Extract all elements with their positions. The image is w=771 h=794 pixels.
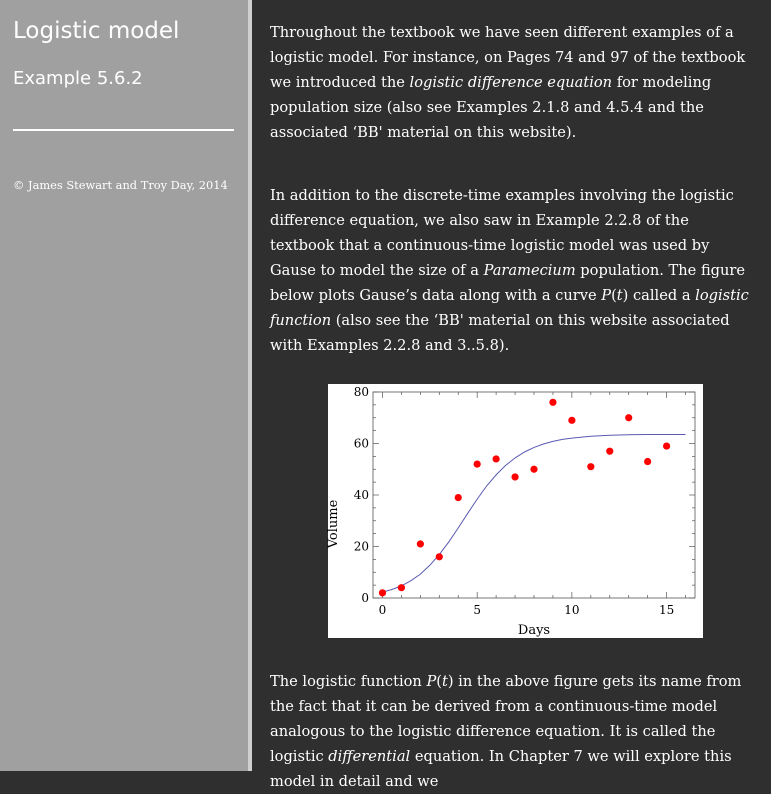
page-title: Logistic model [13, 18, 180, 44]
data-point [417, 540, 424, 547]
sidebar [0, 0, 248, 771]
data-point [436, 553, 443, 560]
x-tick-label: 0 [378, 603, 387, 617]
italic-text: t [441, 673, 448, 690]
data-point [606, 448, 613, 455]
italic-text: logistic function [270, 287, 749, 329]
data-point [511, 473, 518, 480]
main-content [270, 20, 754, 794]
x-tick-label: 15 [658, 603, 675, 617]
text-run: ( [436, 673, 442, 690]
text-run: ) called a [622, 287, 696, 304]
text-run: Throughout the textbook we have seen different examples of a logistic model. For instance, on Pages 74 and 97 of the textbook we introduced the [270, 24, 746, 91]
data-point [398, 584, 405, 591]
text-run: (also see the ‘BB' material on this website associated with Examples 2.2.8 and 3..5.8). [270, 312, 730, 354]
data-point [455, 494, 462, 501]
italic-text: P [426, 673, 437, 690]
copyright-notice: © James Stewart and Troy Day, 2014 [13, 178, 228, 192]
data-point [379, 589, 386, 596]
italic-text: logistic difference equation [409, 74, 613, 91]
y-tick-label: 0 [361, 591, 369, 605]
y-axis-label: Volume [326, 499, 341, 549]
x-tick-label: 5 [473, 603, 481, 617]
data-point [568, 417, 575, 424]
data-point [474, 461, 481, 468]
paragraph-gause [270, 183, 754, 358]
text-run: The logistic function [270, 673, 427, 690]
data-point [493, 455, 500, 462]
y-tick-label: 80 [353, 385, 369, 399]
italic-text: t [616, 287, 623, 304]
italic-text: P [601, 287, 612, 304]
y-tick-label: 20 [353, 539, 369, 554]
data-point [663, 442, 670, 449]
data-point [587, 463, 594, 470]
sidebar-border [248, 0, 252, 771]
sidebar-divider [13, 129, 234, 131]
data-point [644, 458, 651, 465]
text-run: ) in the above figure gets its name from the fact that it can be derived from a continuous-time model analogous to the logistic difference equation. It is called the logistic [270, 673, 742, 765]
x-tick-label: 10 [564, 603, 580, 617]
italic-text: differential [328, 748, 411, 765]
italic-text: Paramecium [483, 262, 576, 279]
text-run: population. The figure below plots Gause’s data along with a curve [270, 262, 746, 304]
x-axis-label: Days [517, 623, 551, 638]
text-run: equation. In Chapter 7 we will explore this model in detail and we [270, 748, 732, 790]
logistic-curve [383, 435, 686, 593]
page-subtitle: Example 5.6.2 [13, 68, 143, 89]
y-tick-label: 60 [353, 436, 369, 451]
y-tick-label: 40 [353, 488, 369, 502]
text-run: In addition to the discrete-time examples involving the logistic difference equation, we also saw in Example 2.2.8 of the textbook that a continuous-time logistic model was used by Gause to model the size of a [270, 187, 734, 279]
logistic-figure [328, 384, 703, 638]
plot-frame [373, 392, 695, 598]
text-run: for modeling population size (also see Examples 2.1.8 and 4.5.4 and the associated ‘BB' material on this website). [270, 74, 712, 141]
paragraph-logistic-function [270, 669, 754, 794]
text-run: ( [611, 287, 617, 304]
data-point [530, 466, 537, 473]
data-point [625, 414, 632, 421]
data-point [549, 399, 556, 406]
paragraph-intro [270, 20, 754, 145]
